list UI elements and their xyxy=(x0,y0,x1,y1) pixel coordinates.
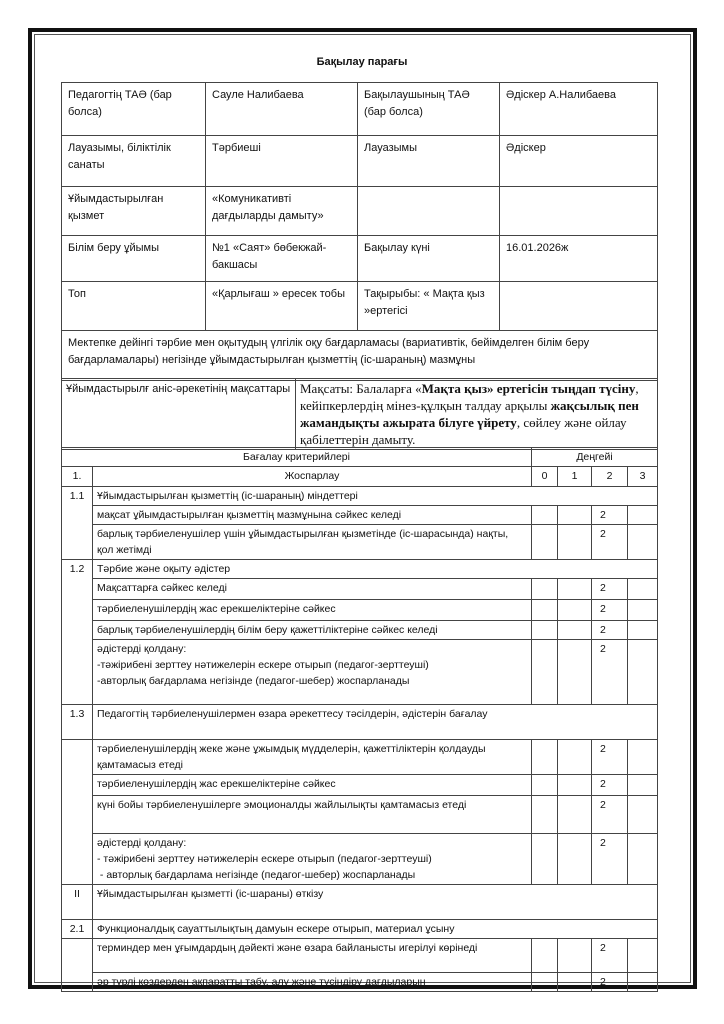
section-1-row xyxy=(62,467,658,487)
subsection-2-1-label: Функционалдық сауаттылықтың дамуын ескере отырып, материал ұсыну xyxy=(93,920,658,939)
info-row-program xyxy=(62,331,658,381)
criterion-score: 2 xyxy=(592,939,628,973)
subsection-1-1-label: Ұйымдастырылған қызметтің (іс-шараның) міндеттері xyxy=(93,487,658,506)
group-label: Топ xyxy=(62,282,206,331)
criterion-score: 2 xyxy=(592,775,628,796)
criterion-row xyxy=(62,939,658,973)
criterion-text: терминдер мен ұғымдардың дәйекті және өзара байланысты игерілуі көрінеді xyxy=(93,939,532,973)
criterion-row xyxy=(62,579,658,600)
criterion-row xyxy=(62,525,658,560)
position-label: Лауазымы, біліктілік санаты xyxy=(62,136,206,187)
subsection-1-3-label: Педагогтің тәрбиеленушілермен өзара әрекеттесу тәсілдерін, әдістерін бағалау xyxy=(93,705,658,740)
criterion-score: 2 xyxy=(592,740,628,775)
group-value: «Қарлығаш » ересек тобы xyxy=(206,282,358,331)
info-row-teacher xyxy=(62,83,658,136)
criterion-row xyxy=(62,796,658,834)
activity-value: «Комуникативті дағдыларды дамыту» xyxy=(206,187,358,236)
criterion-text: тәрбиеленушілердің жеке және ұжымдық мүдделерін, қажеттіліктерін қолдауды қамтамасыз етеді xyxy=(93,740,532,775)
criterion-score: 2 xyxy=(592,640,628,705)
topic-value: Тақырыбы: « Мақта қыз »ертегісі xyxy=(358,282,500,331)
section-2-number: II xyxy=(62,885,93,920)
observation-date-value: 16.01.2026ж xyxy=(500,236,658,282)
section-1-label: Жоспарлау xyxy=(93,467,532,487)
topic-empty xyxy=(500,282,658,331)
criterion-text: барлық тәрбиеленушілер үшін ұйымдастырылған қызметінде (іс-шарасында) нақты, қол жетімді xyxy=(93,525,532,560)
criterion-text: тәрбиеленушілердің жас ерекшеліктеріне сәйкес xyxy=(93,600,532,621)
criteria-header-row xyxy=(62,448,658,467)
criterion-text xyxy=(93,640,532,705)
subsection-1-3-row xyxy=(62,705,658,740)
objective-bold-2: жақсылық пен жамандықты ажырата білуге үйрету xyxy=(300,398,639,430)
criterion-text xyxy=(93,834,532,885)
objective-text-1: Мақсаты: Балаларға « xyxy=(300,381,422,396)
info-table xyxy=(61,82,658,381)
activity-empty-1 xyxy=(358,187,500,236)
goals-row xyxy=(62,379,658,450)
observation-date-label: Бақылау күні xyxy=(358,236,500,282)
section-1-number: 1. xyxy=(62,467,93,487)
criterion-line: -тәжірибені зерттеу нәтижелерін ескере отырып (педагог-зерттеуші) xyxy=(97,659,429,671)
info-row-position xyxy=(62,136,658,187)
goals-label: Ұйымдастырылғ аніс-әрекетінің мақсаттары xyxy=(62,379,296,450)
goals-table xyxy=(61,378,658,450)
subsection-1-2-number: 1.2 xyxy=(62,560,93,705)
document-title: Бақылау парағы xyxy=(316,56,408,68)
info-row-activity xyxy=(62,187,658,236)
subsection-1-2-label: Тәрбие және оқыту әдістер xyxy=(93,560,658,579)
criterion-score: 2 xyxy=(592,600,628,621)
position-value: Тәрбиеші xyxy=(206,136,358,187)
subsection-2-1-spacer xyxy=(62,939,93,992)
objective-text-3: , сөйлеу және ойлау қабілеттерін дамыту. xyxy=(300,415,627,447)
criterion-text: Мақсаттарға сәйкес келеді xyxy=(93,579,532,600)
criterion-score: 2 xyxy=(592,796,628,834)
criterion-text: мақсат ұйымдастырылған қызметтің мазмұнына сәйкес келеді xyxy=(93,506,532,525)
criteria-header: Бағалау критерийлері xyxy=(62,448,532,467)
criterion-score: 2 xyxy=(592,973,628,992)
level-header: Деңгейі xyxy=(532,448,658,467)
criterion-score: 2 xyxy=(592,506,628,525)
criterion-score: 2 xyxy=(592,525,628,560)
goals-objective xyxy=(296,379,658,450)
criterion-line: - авторлық бағдарлама негізінде (педагог-шебер) жоспарланады xyxy=(97,869,416,881)
observer-position-label: Лауазымы xyxy=(358,136,500,187)
info-row-group xyxy=(62,282,658,331)
level-3: 3 xyxy=(628,467,658,487)
criteria-table xyxy=(61,447,658,992)
subsection-1-2-row xyxy=(62,560,658,579)
criterion-text: әр түрлі көздерден ақпаратты табу, алу және түсіндіру дағдыларын xyxy=(93,973,532,992)
info-row-organization xyxy=(62,236,658,282)
criterion-line: әдістерді қолдану: xyxy=(97,837,187,849)
subsection-1-3-number: 1.3 xyxy=(62,705,93,740)
criterion-row xyxy=(62,600,658,621)
subsection-2-1-number: 2.1 xyxy=(62,920,93,939)
organization-value: №1 «Саят» бөбекжай-бакшасы xyxy=(206,236,358,282)
criterion-line: әдістерді қолдану: xyxy=(97,643,187,655)
section-2-label: Ұйымдастырылған қызметті (іс-шараны) өткізу xyxy=(93,885,658,920)
activity-label: Ұйымдастырылған қызмет xyxy=(62,187,206,236)
criterion-text: тәрбиеленушілердің жас ерекшеліктеріне сәйкес xyxy=(93,775,532,796)
criterion-row xyxy=(62,621,658,640)
subsection-2-1-row xyxy=(62,920,658,939)
activity-empty-2 xyxy=(500,187,658,236)
section-2-row xyxy=(62,885,658,920)
criterion-row xyxy=(62,834,658,885)
criterion-score: 2 xyxy=(592,834,628,885)
subsection-1-3-spacer xyxy=(62,740,93,885)
observer-name-label: Бақылаушының ТАӘ (бар болса) xyxy=(358,83,500,136)
level-2: 2 xyxy=(592,467,628,487)
criterion-row xyxy=(62,640,658,705)
criterion-line: - тәжірибені зерттеу нәтижелерін ескере отырып (педагог-зерттеуші) xyxy=(97,853,432,865)
criterion-row xyxy=(62,775,658,796)
teacher-name-value: Сауле Налибаева xyxy=(206,83,358,136)
criterion-text: күні бойы тәрбиеленушілерге эмоционалды жайлылықты қамтамасыз етеді xyxy=(93,796,532,834)
criterion-row xyxy=(62,740,658,775)
level-0: 0 xyxy=(532,467,558,487)
program-content-text: Мектепке дейінгі тәрбие мен оқытудың үлгілік оқу бағдарламасы (вариативтік, бейімделген білім беру бағдарламалары) негізінде ұйымдастырылған қызметтің (іс-шараның) мазмұны xyxy=(62,331,658,381)
criterion-score: 2 xyxy=(592,579,628,600)
subsection-1-1-number: 1.1 xyxy=(62,487,93,560)
organization-label: Білім беру ұйымы xyxy=(62,236,206,282)
criterion-line: -авторлық бағдарлама негізінде (педагог-шебер) жоспарланады xyxy=(97,675,410,687)
criterion-text: барлық тәрбиеленушілердің білім беру қажеттіліктеріне сәйкес келеді xyxy=(93,621,532,640)
objective-bold-1: Мақта қыз» ертегісін тыңдап түсіну xyxy=(421,381,636,396)
observer-name-value: Әдіскер А.Налибаева xyxy=(500,83,658,136)
criterion-row xyxy=(62,506,658,525)
criterion-score: 2 xyxy=(592,621,628,640)
observer-position-value: Әдіскер xyxy=(500,136,658,187)
teacher-name-label: Педагогтің ТАӘ (бар болса) xyxy=(62,83,206,136)
subsection-1-1-row xyxy=(62,487,658,506)
objective-text-2: , кейіпкерлердің мінез-құлқын талдау арқылы xyxy=(300,381,639,413)
criterion-row xyxy=(62,973,658,992)
level-1: 1 xyxy=(558,467,592,487)
